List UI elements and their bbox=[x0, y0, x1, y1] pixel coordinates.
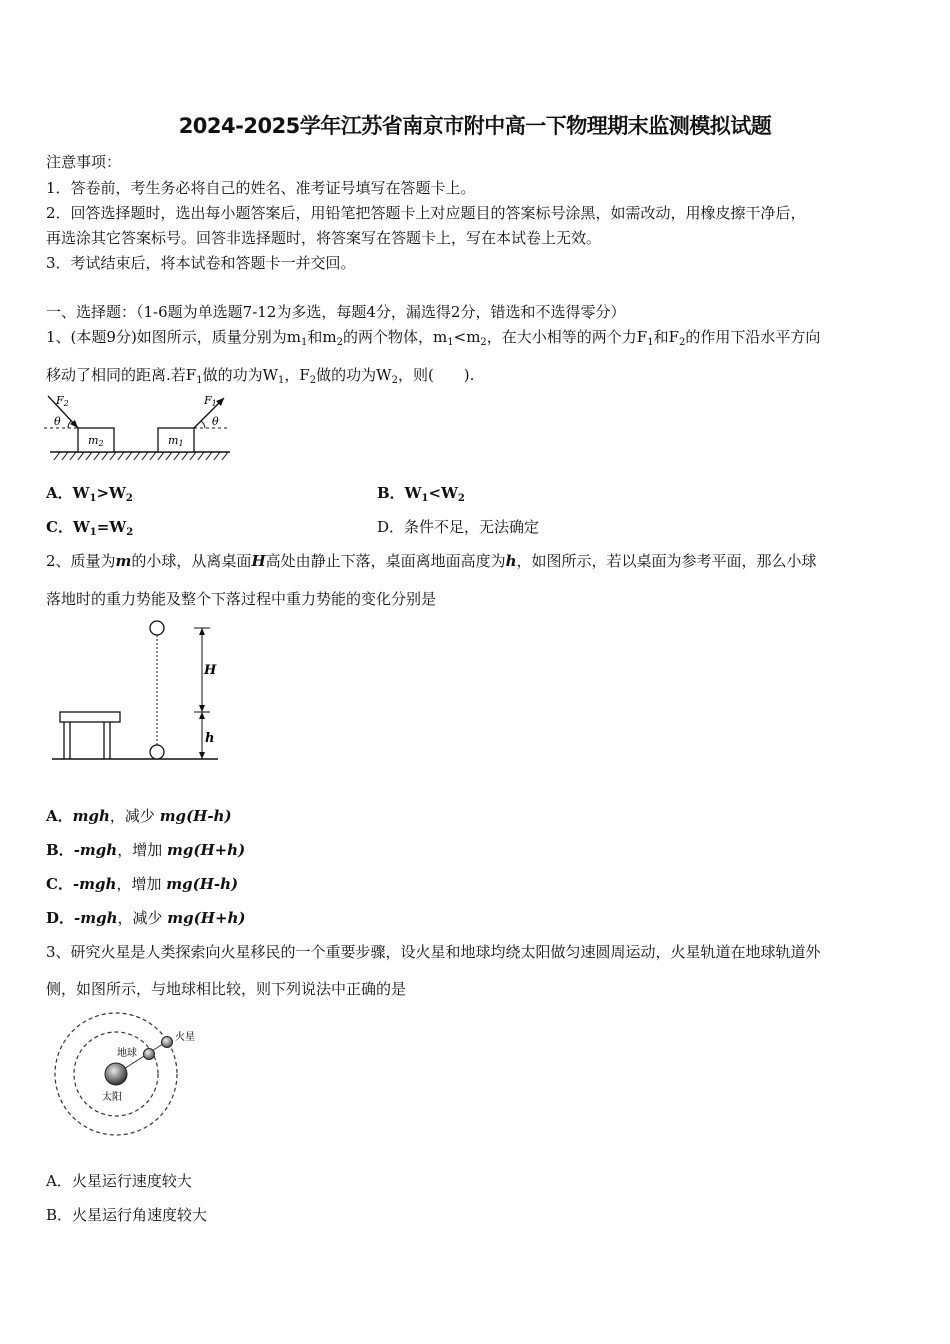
page-title: 2024-2025学年江苏省南京市附中高一下物理期末监测模拟试题 bbox=[178, 114, 772, 138]
label-m2: m2 bbox=[88, 434, 104, 448]
label-H: H bbox=[204, 663, 217, 678]
q2-stem-line2: 落地时的重力势能及整个下落过程中重力势能的变化分别是 bbox=[46, 590, 437, 608]
theta-right: θ bbox=[212, 415, 219, 428]
mars bbox=[162, 1037, 173, 1048]
q1-option-a: A．$W_1>W_2$ bbox=[46, 484, 133, 504]
q3-stem-line1: 3、研究火星是人类探索向火星移民的一个重要步骤，设火星和地球均绕太阳做匀速圆周运动，火星轨道在地球轨道外 bbox=[46, 943, 821, 961]
earth bbox=[144, 1049, 155, 1060]
q2-option-c: C．-mgh，增加 mg(H-h) bbox=[46, 875, 239, 893]
notice-item-2-cont: 再选涂其它答案标号。回答非选择题时，将答案写在答题卡上，写在本试卷上无效。 bbox=[46, 229, 602, 247]
q1-stem-line1: 1、(本题9分)如图所示，质量分别为$m_1$和$m_2$的两个物体，$m_1<m_2$，在大小相等的两个力$F_1$和$F_2$的作用下沿水平方向 bbox=[46, 328, 821, 348]
label-h: h bbox=[205, 731, 215, 746]
notice-item-1: 1．答卷前，考生务必将自己的姓名、准考证号填写在答题卡上。 bbox=[46, 179, 476, 197]
q1-figure bbox=[40, 390, 240, 468]
q3-option-a: A．火星运行速度较大 bbox=[46, 1172, 192, 1190]
q3-stem-line2: 侧，如图所示，与地球相比较，则下列说法中正确的是 bbox=[46, 980, 407, 998]
q3-option-b: B．火星运行角速度较大 bbox=[46, 1206, 208, 1224]
label-mars: 火星 bbox=[175, 1032, 195, 1043]
q1-stem-line2: 移动了相同的距离.若$F_1$做的功为$W_1$，$F_2$做的功为$W_2$，则( ). bbox=[46, 366, 475, 386]
q2-stem-line1: 2、质量为m的小球，从离桌面H高处由静止下落，桌面离地面高度为h，如图所示，若以桌面为参考平面，那么小球 bbox=[46, 552, 817, 570]
ball-end bbox=[150, 745, 164, 759]
q1-option-d: D．条件不足，无法确定 bbox=[377, 518, 540, 536]
label-f1: F1 bbox=[204, 394, 217, 408]
sun bbox=[105, 1063, 127, 1085]
q2-option-d: D．-mgh，减少 mg(H+h) bbox=[46, 909, 246, 927]
ball-start bbox=[150, 621, 164, 635]
label-m1: m1 bbox=[168, 434, 184, 448]
notice-item-3: 3．考试结束后，将本试卷和答题卡一并交回。 bbox=[46, 254, 356, 272]
q2-option-a: A．mgh，减少 mg(H-h) bbox=[46, 807, 232, 825]
label-f2: F2 bbox=[56, 394, 69, 408]
q1-option-b: B．$W_1<W_2$ bbox=[377, 484, 465, 504]
label-sun: 太阳 bbox=[102, 1092, 122, 1103]
label-earth: 地球 bbox=[117, 1048, 137, 1059]
section-heading: 一、选择题：（1-6题为单选题7-12为多选，每题4分，漏选得2分，错选和不选得零分） bbox=[46, 303, 626, 321]
table-top bbox=[60, 712, 120, 722]
q1-option-c: C．$W_1=W_2$ bbox=[46, 518, 134, 538]
notice-item-2: 2．回答选择题时，选出每小题答案后，用铅笔把答题卡上对应题目的答案标号涂黑，如需改动，用橡皮擦干净后， bbox=[46, 204, 806, 222]
q2-figure bbox=[46, 614, 226, 766]
theta-left: θ bbox=[54, 415, 61, 428]
notice-heading: 注意事项： bbox=[46, 153, 122, 171]
q2-option-b: B．-mgh，增加 mg(H+h) bbox=[46, 841, 246, 859]
q3-figure bbox=[50, 1014, 195, 1140]
